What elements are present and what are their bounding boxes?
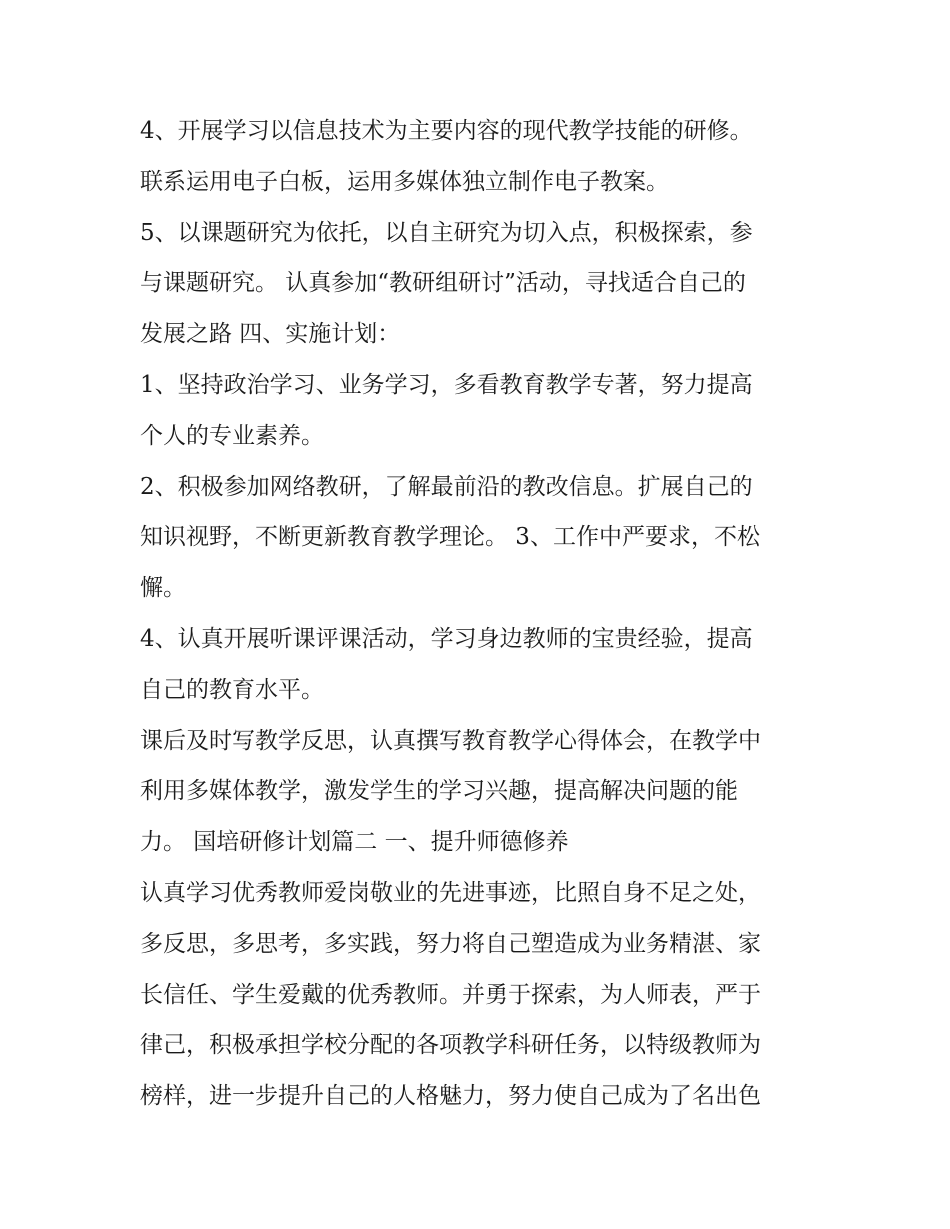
text-line: 联系运用电子白板，运用多媒体独立制作电子教案。 xyxy=(140,168,669,195)
text-line: 2、积极参加网络教研，了解最前沿的教改信息。扩展自己的 xyxy=(140,473,753,500)
text-line: 多反思，多思考，多实践，努力将自己塑造成为业务精湛、家 xyxy=(140,930,761,957)
text-line: 懈。 xyxy=(140,575,186,602)
text-line: 4、开展学习以信息技术为主要内容的现代教学技能的研修。 xyxy=(140,118,753,144)
text-line: 利用多媒体教学，激发学生的学习兴趣，提高解决问题的能 xyxy=(140,778,738,805)
text-line: 5、以课题研究为依托，以自主研究为切入点，积极探索，参 xyxy=(140,219,753,246)
text-line: 榜样，进一步提升自己的人格魅力，努力使自己成为了名出色 xyxy=(140,1083,761,1110)
text-line: 个人的专业素养。 xyxy=(140,422,324,449)
text-line: 与课题研究。 认真参加“教研组研讨”活动，寻找适合自己的 xyxy=(140,270,746,297)
text-line: 长信任、学生爱戴的优秀教师。并勇于探索，为人师表，严于 xyxy=(140,981,761,1008)
text-line: 力。 国培研修计划篇二 一、提升师德修养 xyxy=(140,829,569,856)
document-body xyxy=(140,106,830,1122)
text-line: 课后及时写教学反思，认真撰写教育教学心得体会，在教学中 xyxy=(140,727,761,754)
text-line: 1、坚持政治学习、业务学习，多看教育教学专著，努力提高 xyxy=(140,371,753,398)
text-line: 律己，积极承担学校分配的各项教学科研任务，以特级教师为 xyxy=(140,1032,761,1059)
text-line: 认真学习优秀教师爱岗敬业的先进事迹，比照自身不足之处， xyxy=(140,879,761,906)
text-line: 4、认真开展听课评课活动，学习身边教师的宝贵经验，提高 xyxy=(140,625,753,652)
text-line: 发展之路 四、实施计划： xyxy=(140,321,401,348)
text-line: 自己的教育水平。 xyxy=(140,676,324,703)
text-line: 知识视野，不断更新教育教学理论。 3、工作中严要求，不松 xyxy=(140,524,760,551)
